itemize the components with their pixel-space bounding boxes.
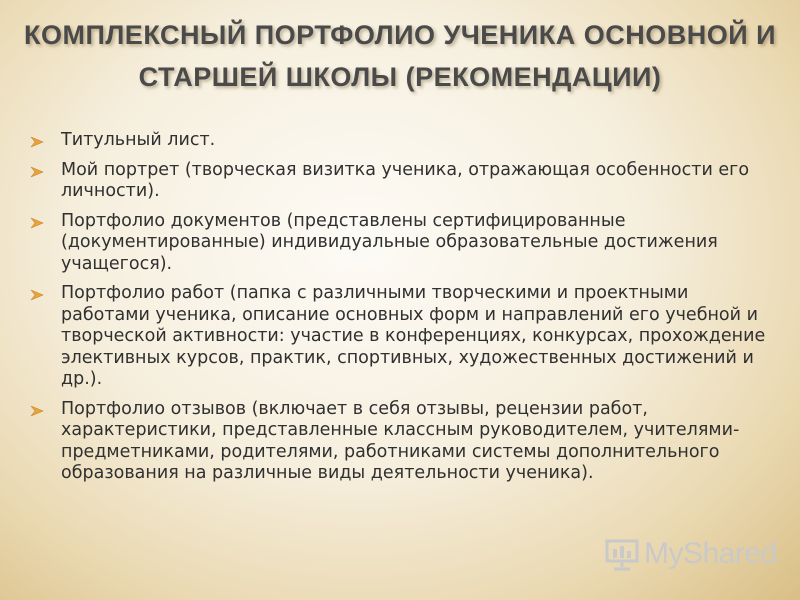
bullet-text: Титульный лист. [61, 130, 216, 150]
bullet-item-reviews [30, 399, 770, 485]
bullet-text: Портфолио работ (папка с различными творческими и проектными работами ученика, описание основных форм и направлений его учебной и творческой активности: участие в конференциях, конкурсах, прохождение элективных курсов, практик, спортивных, художественных достижений и др.). [61, 283, 766, 389]
arrowhead-bullet-icon [30, 289, 44, 301]
bullet-list [30, 130, 770, 493]
bullet-text: Портфолио документов (представлены сертифицированные (документированные) индивидуальные образовательные достижения учащегося). [61, 210, 718, 274]
bullet-item-documents [30, 211, 770, 276]
title-line-2: СТАРШЕЙ ШКОЛЫ (РЕКОМЕНДАЦИИ) [138, 62, 662, 92]
bullet-item-title-page [30, 130, 770, 152]
arrowhead-bullet-icon [30, 405, 44, 417]
title-line-1: КОМПЛЕКСНЫЙ ПОРТФОЛИО УЧЕНИКА ОСНОВНОЙ И [23, 20, 777, 50]
bullet-text: Мой портрет (творческая визитка ученика, отражающая особенности его личности). [61, 159, 750, 201]
watermark-logo [604, 535, 777, 573]
arrowhead-bullet-icon [30, 136, 44, 148]
bullet-item-portrait [30, 160, 770, 203]
slide-title [10, 14, 790, 98]
presentation-board-icon [604, 536, 640, 572]
bullet-item-works [30, 283, 770, 391]
watermark-text: MyShared [644, 537, 777, 570]
bullet-text: Портфолио отзывов (включает в себя отзывы, рецензии работ, характеристики, представленные классным руководителем, учителями-предметниками, родителями, работниками системы дополнительного образования на различные виды деятельности ученика). [61, 398, 740, 483]
arrowhead-bullet-icon [30, 166, 44, 178]
arrowhead-bullet-icon [30, 217, 44, 229]
